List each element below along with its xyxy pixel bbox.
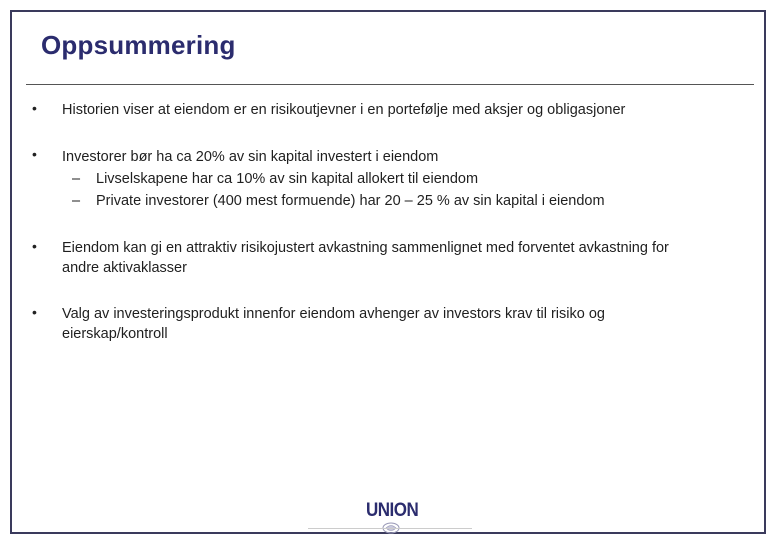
bullet-marker: • xyxy=(32,146,37,162)
footer-divider xyxy=(308,528,472,529)
bullet-line: Investorer bør ha ca 20% av sin kapital investert i eiendom xyxy=(62,149,439,165)
title-divider xyxy=(26,84,754,85)
bullet-marker: • xyxy=(32,304,37,320)
bullet-marker: • xyxy=(32,100,37,116)
sub-bullet-text: Private investorer (400 mest formuende) har 20 – 25 % av sin kapital i eiendom xyxy=(96,193,605,209)
bullet-text xyxy=(62,238,752,278)
slide-title: Oppsummering xyxy=(41,30,236,60)
bullet-line: Valg av investeringsprodukt innenfor eiendom avhenger av investors krav til risiko og xyxy=(62,306,605,322)
sub-bullet-marker: – xyxy=(72,193,81,209)
bullet-text xyxy=(62,304,752,344)
bullet-line: Historien viser at eiendom er en risikoutjevner i en portefølje med aksjer og obligasjoner xyxy=(62,102,626,118)
bullet-line: eierskap/kontroll xyxy=(62,326,168,342)
bullet-text xyxy=(62,146,752,212)
bullet-marker: • xyxy=(32,238,37,254)
sub-bullet-marker: – xyxy=(72,171,81,187)
bullet-text xyxy=(62,100,752,120)
sub-bullet-item xyxy=(62,168,752,190)
logo-wordmark: UNION xyxy=(366,498,419,521)
sub-bullet-item xyxy=(62,190,752,212)
bullet-line: Eiendom kan gi en attraktiv risikojustert avkastning sammenlignet med forventet avkastning for xyxy=(62,240,669,256)
bullet-line: andre aktivaklasser xyxy=(62,260,187,276)
sub-bullet-text: Livselskapene har ca 10% av sin kapital allokert til eiendom xyxy=(96,171,479,187)
